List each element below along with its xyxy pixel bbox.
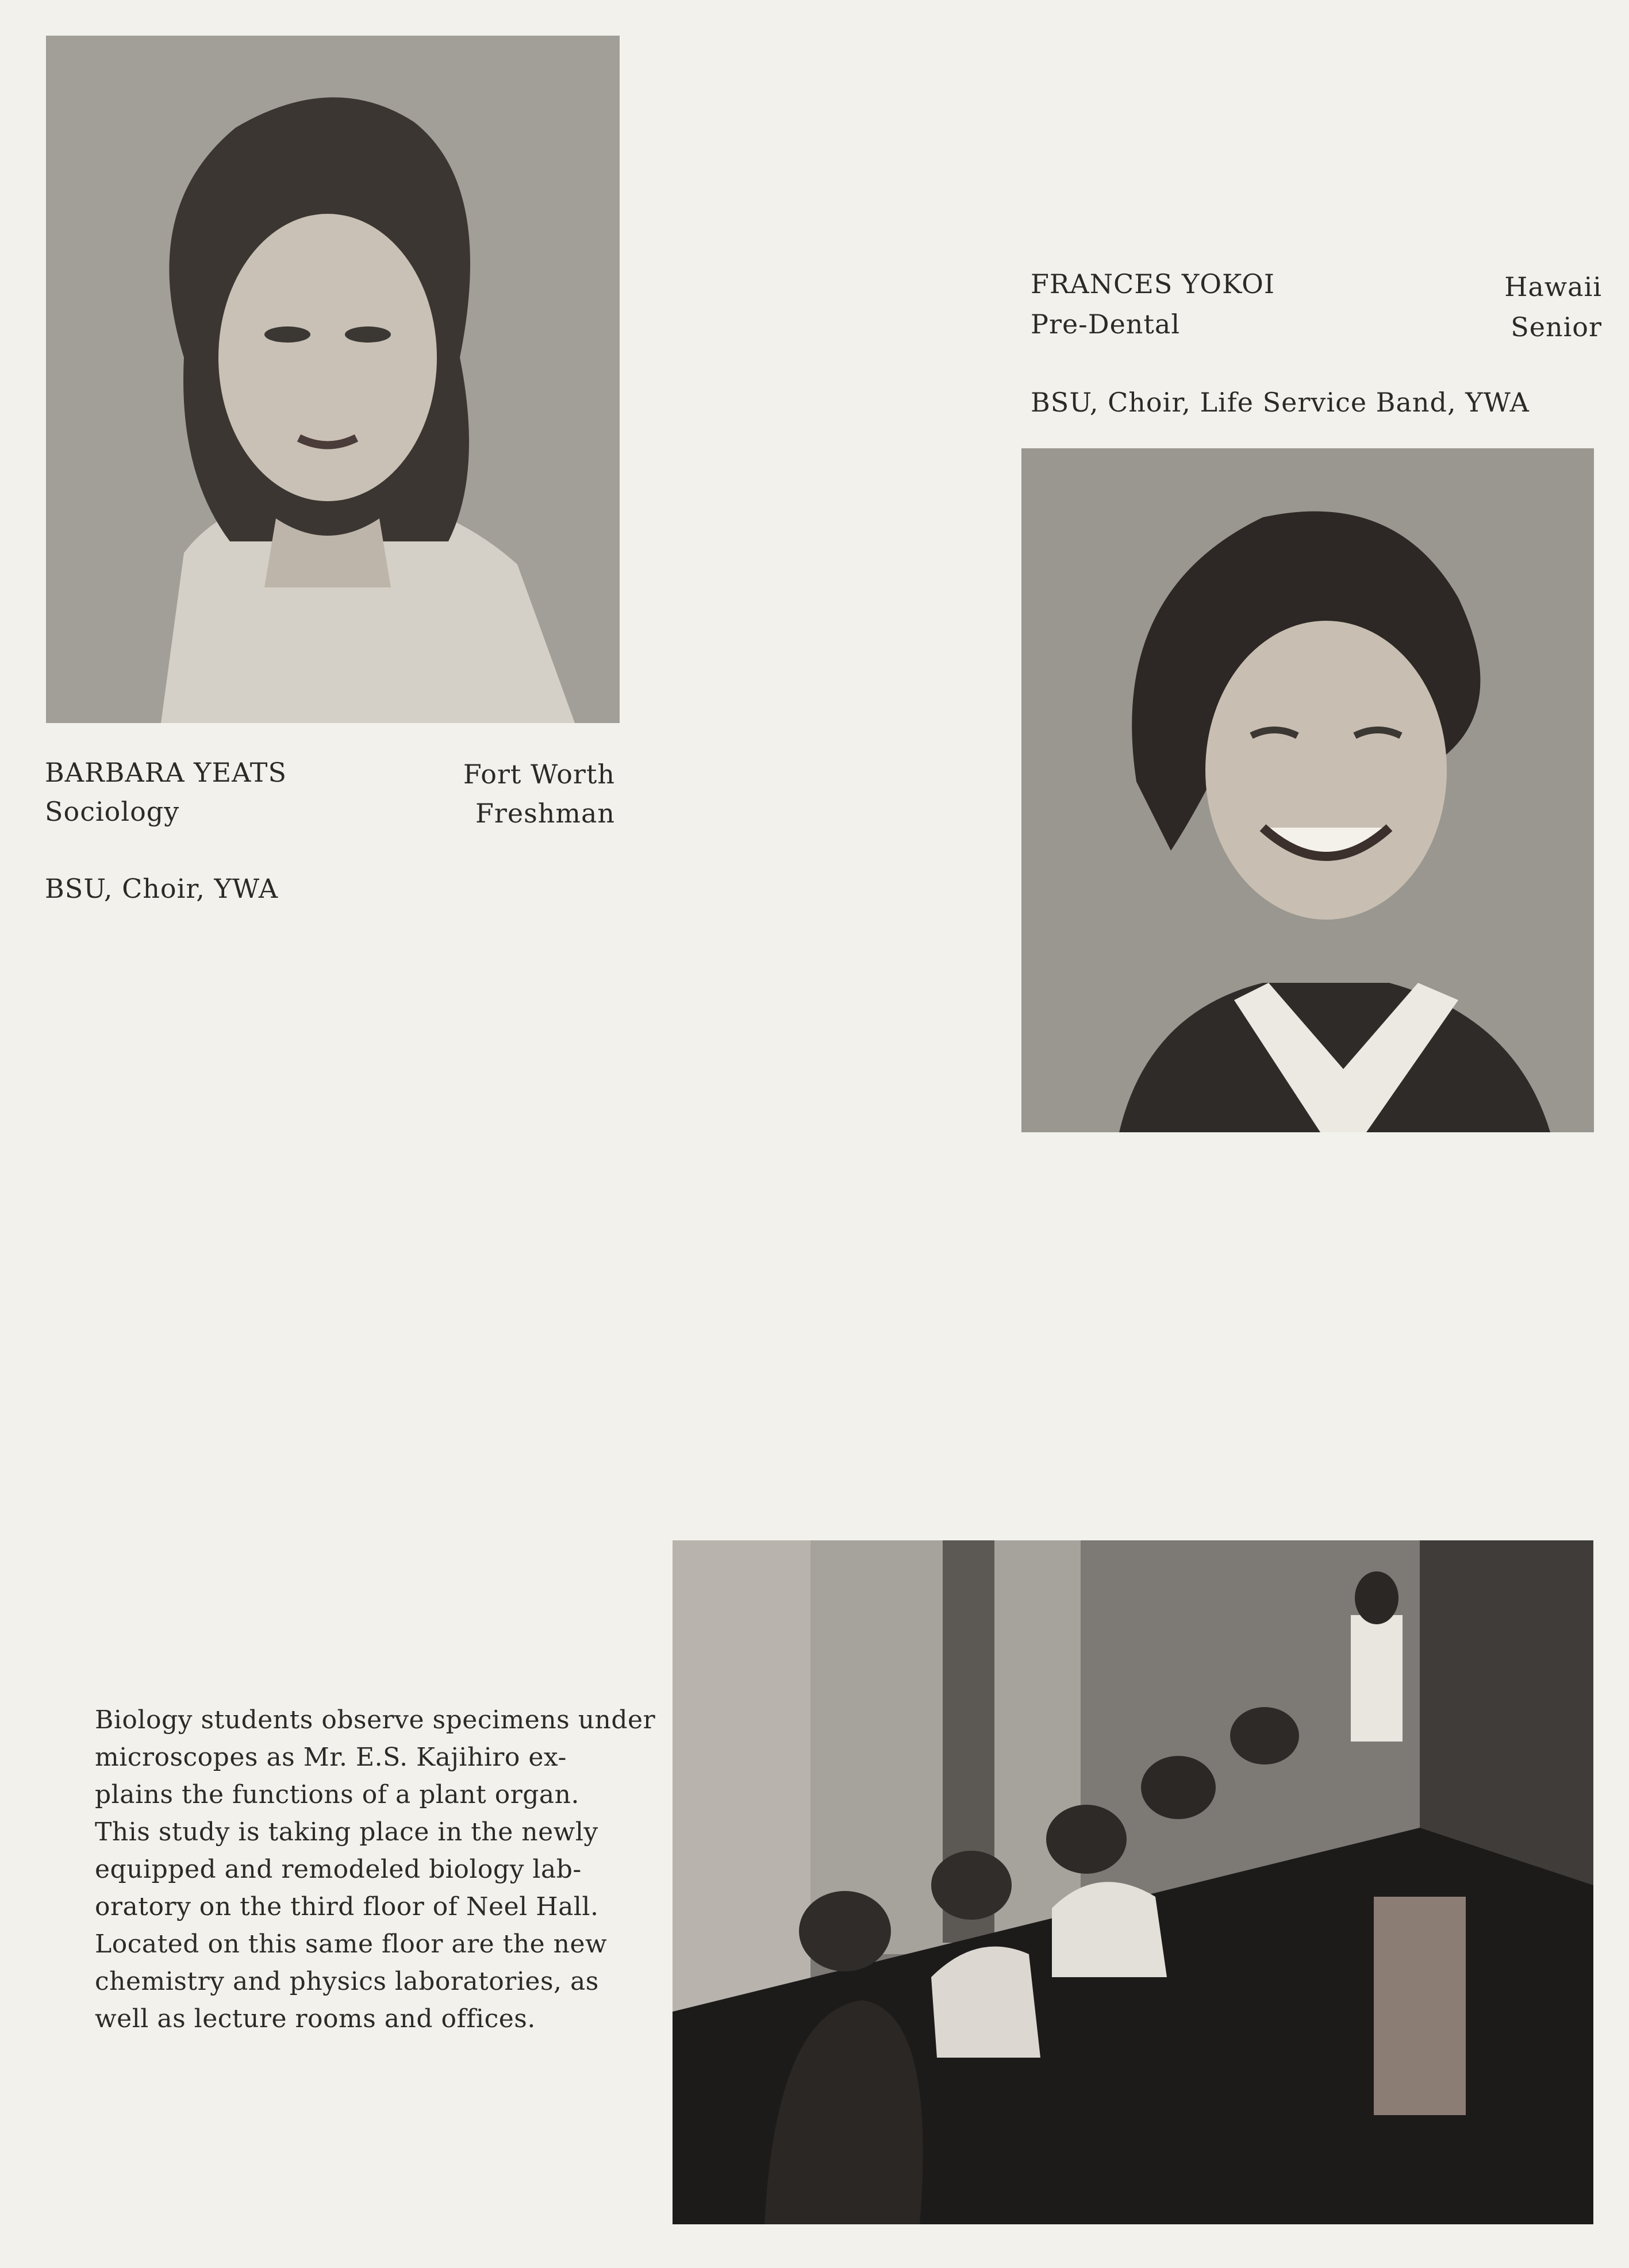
- student-major: Sociology: [45, 796, 180, 827]
- caption-line: This study is taking place in the newly: [95, 1817, 598, 1847]
- portrait-frances-yokoi-image: [1021, 448, 1594, 1132]
- student-hometown: Hawaii: [1504, 271, 1602, 302]
- caption-line: Located on this same floor are the new: [95, 1929, 608, 1959]
- student-class: Senior: [1511, 312, 1602, 343]
- student-hometown: Fort Worth: [463, 759, 615, 790]
- student-major: Pre-Dental: [1031, 309, 1181, 340]
- student-name: FRANCES YOKOI: [1031, 268, 1275, 299]
- student-activities: BSU, Choir, Life Service Band, YWA: [1031, 387, 1530, 418]
- student-activities: BSU, Choir, YWA: [45, 873, 279, 904]
- caption-line: equipped and remodeled biology lab-: [95, 1855, 582, 1884]
- lab-photo-caption: [95, 1701, 656, 2038]
- biology-lab-photo-image: [673, 1540, 1593, 2224]
- caption-line: well as lecture rooms and offices.: [95, 2004, 536, 2033]
- caption-line: chemistry and physics laboratories, as: [95, 1967, 599, 1996]
- caption-line: microscopes as Mr. E.S. Kajihiro ex-: [95, 1743, 567, 1772]
- portrait-frances-yokoi: [1021, 448, 1594, 1132]
- caption-line: Biology students observe specimens under: [95, 1705, 656, 1735]
- portrait-barbara-yeats-image: [46, 36, 620, 723]
- biology-lab-photo: [673, 1540, 1593, 2224]
- caption-line: oratory on the third floor of Neel Hall.: [95, 1892, 599, 1921]
- portrait-barbara-yeats: [46, 36, 620, 723]
- caption-line: plains the functions of a plant organ.: [95, 1780, 579, 1809]
- student-name: BARBARA YEATS: [45, 757, 287, 788]
- student-class: Freshman: [475, 798, 615, 829]
